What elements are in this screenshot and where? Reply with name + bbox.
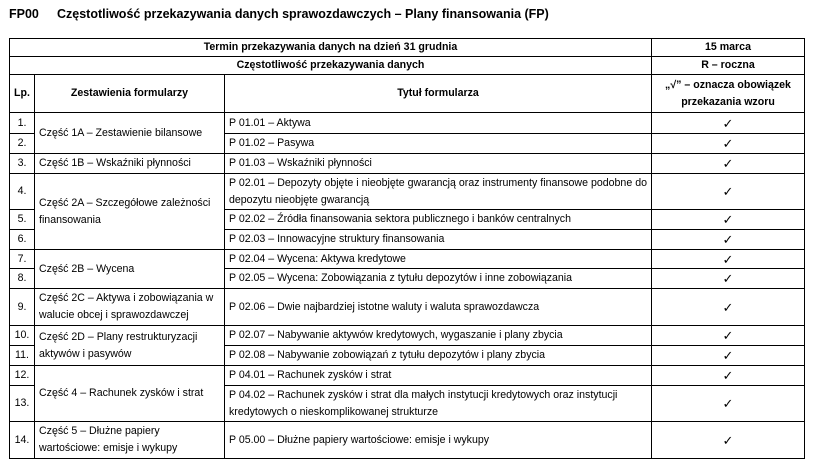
row-lp: 12. bbox=[10, 366, 35, 386]
frequency-value: R – roczna bbox=[652, 57, 805, 75]
group-label: Część 1B – Wskaźniki płynności bbox=[35, 154, 225, 174]
frequency-table bbox=[9, 38, 805, 459]
row-lp: 1. bbox=[10, 113, 35, 134]
check-mark-icon: ✓ bbox=[652, 230, 805, 250]
frequency-row bbox=[10, 57, 805, 75]
check-mark-icon: ✓ bbox=[652, 269, 805, 289]
group-label: Część 4 – Rachunek zysków i strat bbox=[35, 366, 225, 422]
check-mark-icon: ✓ bbox=[652, 154, 805, 174]
row-title: P 01.02 – Pasywa bbox=[225, 134, 652, 154]
col-header-title: Tytuł formularza bbox=[225, 75, 652, 113]
group-label: Część 2C – Aktywa i zobowiązania w walucie obcej i sprawozdawczej bbox=[35, 289, 225, 326]
group-label: Część 1A – Zestawienie bilansowe bbox=[35, 113, 225, 154]
row-lp: 13. bbox=[10, 386, 35, 422]
document-title-text: Częstotliwość przekazywania danych sprawozdawczych – Plany finansowania (FP) bbox=[57, 7, 549, 21]
table-row bbox=[10, 289, 805, 326]
row-title: P 02.06 – Dwie najbardziej istotne waluty i waluta sprawozdawcza bbox=[225, 289, 652, 326]
table-row bbox=[10, 250, 805, 269]
document-title bbox=[9, 7, 549, 21]
row-title: P 02.01 – Depozyty objęte i nieobjęte gwarancją oraz instrumenty finansowe podobne do depozytu nieobjęte gwarancją bbox=[225, 174, 652, 210]
table-row bbox=[10, 113, 805, 134]
row-lp: 11. bbox=[10, 346, 35, 366]
check-mark-icon: ✓ bbox=[652, 174, 805, 210]
row-lp: 3. bbox=[10, 154, 35, 174]
check-mark-icon: ✓ bbox=[652, 250, 805, 269]
group-label: Część 2B – Wycena bbox=[35, 250, 225, 289]
check-mark-icon: ✓ bbox=[652, 422, 805, 459]
check-mark-icon: ✓ bbox=[652, 386, 805, 422]
col-header-lp: Lp. bbox=[10, 75, 35, 113]
table-row bbox=[10, 154, 805, 174]
deadline-row bbox=[10, 39, 805, 57]
table-row bbox=[10, 366, 805, 386]
deadline-value: 15 marca bbox=[652, 39, 805, 57]
table-row bbox=[10, 422, 805, 459]
row-lp: 14. bbox=[10, 422, 35, 459]
check-mark-icon: ✓ bbox=[652, 289, 805, 326]
check-mark-icon: ✓ bbox=[652, 326, 805, 346]
col-header-group: Zestawienia formularzy bbox=[35, 75, 225, 113]
row-lp: 9. bbox=[10, 289, 35, 326]
row-title: P 04.02 – Rachunek zysków i strat dla małych instytucji kredytowych oraz instytucji kredytowych o nieskomplikowanej strukturze bbox=[225, 386, 652, 422]
row-lp: 5. bbox=[10, 210, 35, 230]
check-mark-icon: ✓ bbox=[652, 366, 805, 386]
row-lp: 4. bbox=[10, 174, 35, 210]
row-lp: 7. bbox=[10, 250, 35, 269]
row-title: P 02.02 – Źródła finansowania sektora publicznego i banków centralnych bbox=[225, 210, 652, 230]
row-lp: 8. bbox=[10, 269, 35, 289]
row-title: P 01.03 – Wskaźniki płynności bbox=[225, 154, 652, 174]
group-label: Część 2A – Szczegółowe zależności finansowania bbox=[35, 174, 225, 250]
check-mark-icon: ✓ bbox=[652, 210, 805, 230]
row-title: P 02.08 – Nabywanie zobowiązań z tytułu depozytów i plany zbycia bbox=[225, 346, 652, 366]
check-mark-icon: ✓ bbox=[652, 134, 805, 154]
group-label: Część 2D – Plany restrukturyzacji aktywów i pasywów bbox=[35, 326, 225, 366]
column-header-row bbox=[10, 75, 805, 113]
check-mark-icon: ✓ bbox=[652, 113, 805, 134]
row-lp: 10. bbox=[10, 326, 35, 346]
row-title: P 05.00 – Dłużne papiery wartościowe: emisje i wykupy bbox=[225, 422, 652, 459]
row-title: P 04.01 – Rachunek zysków i strat bbox=[225, 366, 652, 386]
row-title: P 02.03 – Innowacyjne struktury finansowania bbox=[225, 230, 652, 250]
row-title: P 02.05 – Wycena: Zobowiązania z tytułu depozytów i inne zobowiązania bbox=[225, 269, 652, 289]
row-lp: 6. bbox=[10, 230, 35, 250]
frequency-label: Częstotliwość przekazywania danych bbox=[10, 57, 652, 75]
table-row bbox=[10, 174, 805, 210]
group-label: Część 5 – Dłużne papiery wartościowe: emisje i wykupy bbox=[35, 422, 225, 459]
row-title: P 02.04 – Wycena: Aktywa kredytowe bbox=[225, 250, 652, 269]
document-code: FP00 bbox=[9, 7, 39, 21]
check-mark-icon: ✓ bbox=[652, 346, 805, 366]
row-lp: 2. bbox=[10, 134, 35, 154]
row-title: P 02.07 – Nabywanie aktywów kredytowych, wygaszanie i plany zbycia bbox=[225, 326, 652, 346]
table-row bbox=[10, 326, 805, 346]
col-header-flag: „√” – oznacza obowiązek przekazania wzoru bbox=[652, 75, 805, 113]
deadline-label: Termin przekazywania danych na dzień 31 grudnia bbox=[10, 39, 652, 57]
row-title: P 01.01 – Aktywa bbox=[225, 113, 652, 134]
